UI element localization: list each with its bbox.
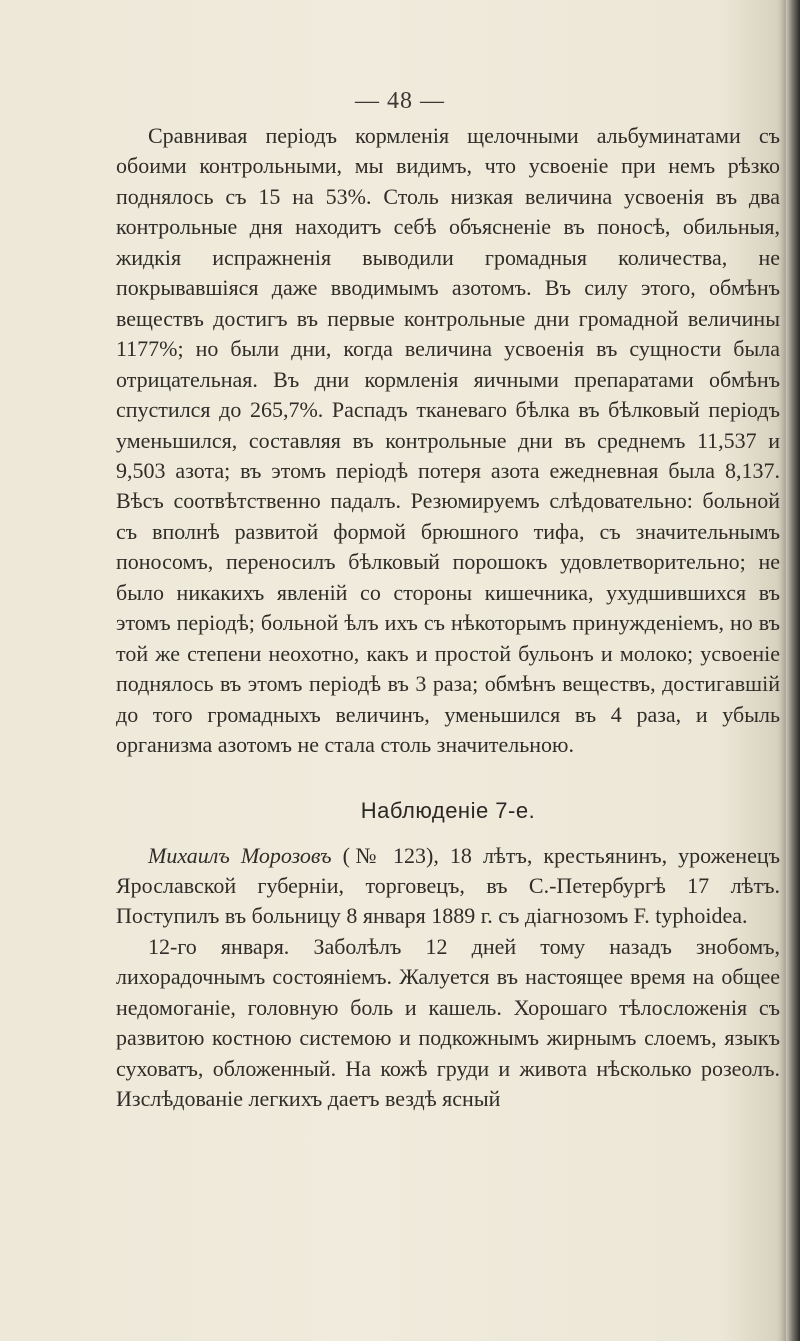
- paragraph-status: 12-го января. Заболѣлъ 12 дней тому назадъ знобомъ, лихорадочнымъ состояніемъ. Жалуется въ настоящее время на общее недомоганіе, головную боль и кашель. Хорошаго тѣлосложенія съ развитою костною системою и подкожнымъ жирнымъ слоемъ, языкъ суховатъ, обложенный. На кожѣ груди и живота нѣсколько розеолъ. Изслѣдованіе легкихъ даетъ вездѣ ясный: [116, 933, 780, 1112]
- paragraph-summary: Сравнивая періодъ кормленія щелочными альбуминатами съ обоими контрольными, мы видимъ, что усвоеніе при немъ рѣзко поднялось съ 15 на 53%. Столь низкая величина усвоенія въ два контрольные дня находитъ себѣ объясненіе въ поносѣ, обильныя, жидкія испражненія выводили громадныя количества, не покрывавшіяся даже вводимымъ азотомъ. Въ силу этого, обмѣнъ веществъ достигъ въ первые контрольные дни громадной величины 1177%; но были дни, когда величина усвоенія въ сущности была отрицательная. Въ дни кормленія яичными препаратами обмѣнъ спустился до 265,7%. Распадъ тканеваго бѣлка въ бѣлковый періодъ уменьшился, составляя въ контрольные дни въ среднемъ 11,537 и 9,503 азота; въ этомъ періодѣ потеря азота ежедневная была 8,137. Вѣсъ соотвѣтственно падалъ. Резюмируемъ слѣдовательно: больной съ вполнѣ развитой формой брюшного тифа, съ значительнымъ поносомъ, переносилъ бѣлковый порошокъ удовлетворительно; не было никакихъ явленій со стороны кишечника, ухудшившихся въ этомъ періодѣ; больной ѣлъ ихъ съ нѣкоторымъ принужденіемъ, но въ той же степени неохотно, какъ и простой бульонъ и молоко; усвоеніе поднялось въ этомъ періодѣ въ 3 раза; обмѣнъ веществъ, достигавшій до того громадныхъ величинъ, уменьшился въ 4 раза, и убыль организма азотомъ не стала столь значительною.: [116, 123, 780, 758]
- text-block: [116, 121, 780, 1115]
- page-number: — 48 —: [355, 88, 445, 114]
- patient-details: (№ 123), 18 лѣтъ, крестьянинъ, уроженецъ Ярославской губерніи, торговецъ, въ С.-Петербургѣ 17 лѣтъ. Поступилъ въ больницу 8 января 1889 г. съ діагнозомъ F. typhoidea.: [116, 842, 780, 929]
- patient-name: Михаилъ Морозовъ: [148, 842, 332, 868]
- page-edge: [786, 0, 800, 1341]
- paragraph-patient-intro: [116, 841, 780, 932]
- observation-heading: Наблюденіе 7-е.: [360, 797, 536, 823]
